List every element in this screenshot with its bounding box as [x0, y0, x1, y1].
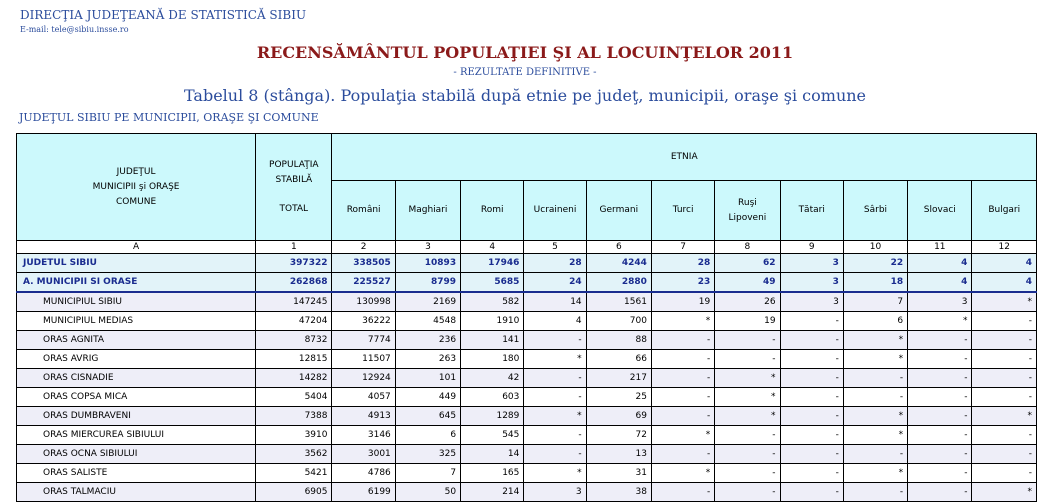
ethnic-count-cell: -	[524, 388, 586, 407]
ethnic-count-cell: -	[780, 369, 843, 388]
ethnic-count-cell: 4548	[395, 312, 460, 331]
ethnic-count-cell: 49	[715, 273, 780, 293]
ethnic-count-cell: 3	[780, 273, 843, 293]
ethnic-count-cell: 8799	[395, 273, 460, 293]
name-column-header	[17, 134, 256, 241]
ethnic-count-cell: -	[972, 388, 1037, 407]
ethnic-count-cell: 7774	[332, 331, 395, 350]
ethnic-count-cell: -	[780, 445, 843, 464]
ethnic-count-cell: -	[972, 350, 1037, 369]
aggregate-row	[17, 254, 1037, 273]
table-row	[17, 369, 1037, 388]
ethnic-count-cell: -	[651, 331, 714, 350]
ethnic-count-cell: -	[908, 388, 972, 407]
total-cell: 47204	[256, 312, 332, 331]
ethnic-count-cell: -	[843, 483, 907, 502]
ethnic-count-cell: 26	[715, 292, 780, 312]
ethnic-count-cell: -	[524, 426, 586, 445]
ethnic-column-header: Ucraineni	[524, 181, 586, 241]
ethnic-count-cell: *	[843, 426, 907, 445]
ethnic-count-cell: 449	[395, 388, 460, 407]
locality-name: ORAS AVRIG	[17, 350, 256, 369]
ethnic-count-cell: 214	[461, 483, 524, 502]
table-row	[17, 388, 1037, 407]
locality-name: JUDETUL SIBIU	[17, 254, 256, 273]
ethnic-count-cell: -	[972, 445, 1037, 464]
name-header-line: MUNICIPII şi ORAŞE	[92, 181, 180, 192]
ethnic-count-cell: 24	[524, 273, 586, 293]
ethnic-count-cell: -	[908, 407, 972, 426]
table-row	[17, 350, 1037, 369]
ethnic-count-cell: 2880	[586, 273, 651, 293]
name-header-line: JUDEŢUL	[116, 166, 156, 177]
ethnic-count-cell: 4913	[332, 407, 395, 426]
ethnic-count-cell: 4	[908, 254, 972, 273]
table-row	[17, 292, 1037, 312]
ethnic-count-cell: 1561	[586, 292, 651, 312]
ethnic-count-cell: 13	[586, 445, 651, 464]
ethnic-count-cell: 4	[908, 273, 972, 293]
column-index: 12	[972, 241, 1037, 254]
ethnic-count-cell: *	[651, 426, 714, 445]
ethnic-count-cell: -	[651, 407, 714, 426]
ethnic-count-cell: -	[715, 445, 780, 464]
ethnic-count-cell: -	[715, 483, 780, 502]
ethnic-count-cell: 18	[843, 273, 907, 293]
ethnic-count-cell: 165	[461, 464, 524, 483]
ethnic-column-header: Turci	[651, 181, 714, 241]
ethnic-count-cell: *	[843, 407, 907, 426]
column-index: 2	[332, 241, 395, 254]
total-cell: 147245	[256, 292, 332, 312]
total-cell: 397322	[256, 254, 332, 273]
column-index: 10	[843, 241, 907, 254]
ethnicity-table	[16, 133, 1037, 502]
column-index: 4	[461, 241, 524, 254]
total-cell: 5404	[256, 388, 332, 407]
total-cell: 14282	[256, 369, 332, 388]
ethnic-count-cell: 12924	[332, 369, 395, 388]
ethnic-count-cell: 42	[461, 369, 524, 388]
ethnic-count-cell: 4	[972, 273, 1037, 293]
organization-name: DIRECŢIA JUDEŢEANĂ DE STATISTICĂ SIBIU	[20, 8, 307, 22]
ethnic-count-cell: 141	[461, 331, 524, 350]
table-row	[17, 483, 1037, 502]
ethnic-count-cell: -	[908, 483, 972, 502]
ethnic-count-cell: 3	[524, 483, 586, 502]
ethnic-count-cell: 582	[461, 292, 524, 312]
ethnic-count-cell: 101	[395, 369, 460, 388]
ethnic-count-cell: 3	[908, 292, 972, 312]
population-column-header	[256, 134, 332, 241]
ethnic-count-cell: -	[524, 369, 586, 388]
ethnic-count-cell: -	[524, 445, 586, 464]
ethnic-column-header: Romi	[461, 181, 524, 241]
ethnic-column-header: Slovaci	[908, 181, 972, 241]
ethnic-count-cell: 7	[395, 464, 460, 483]
section-title: JUDEŢUL SIBIU PE MUNICIPII, ORAŞE ŞI COMUNE	[19, 111, 319, 124]
ethnic-count-cell: -	[908, 331, 972, 350]
total-cell: 3910	[256, 426, 332, 445]
ethnic-count-cell: *	[651, 464, 714, 483]
ethnic-count-cell: -	[715, 350, 780, 369]
locality-name: MUNICIPIUL SIBIU	[17, 292, 256, 312]
ethnic-count-cell: -	[715, 426, 780, 445]
ethnic-column-header: Tătari	[780, 181, 843, 241]
total-cell: 6905	[256, 483, 332, 502]
document-title: RECENSĂMÂNTUL POPULAŢIEI ŞI AL LOCUINŢELOR 2011	[256, 43, 794, 62]
table-row	[17, 331, 1037, 350]
ethnic-column-header: Bulgari	[972, 181, 1037, 241]
locality-name: A. MUNICIPII SI ORASE	[17, 273, 256, 293]
locality-name: ORAS DUMBRAVENI	[17, 407, 256, 426]
ethnic-column-header: Maghiari	[395, 181, 460, 241]
ethnic-count-cell: 6	[843, 312, 907, 331]
total-header: TOTAL	[279, 203, 309, 214]
ethnic-count-cell: -	[908, 426, 972, 445]
ethnic-count-cell: 338505	[332, 254, 395, 273]
ethnic-count-cell: 325	[395, 445, 460, 464]
locality-name: ORAS OCNA SIBIULUI	[17, 445, 256, 464]
total-cell: 12815	[256, 350, 332, 369]
ethnic-count-cell: 19	[651, 292, 714, 312]
ethnic-count-cell: 645	[395, 407, 460, 426]
ethnic-count-cell: 700	[586, 312, 651, 331]
column-index: 8	[715, 241, 780, 254]
ethnic-count-cell: 263	[395, 350, 460, 369]
ethnic-count-cell: -	[972, 312, 1037, 331]
total-cell: 3562	[256, 445, 332, 464]
column-index: 11	[908, 241, 972, 254]
ethnic-count-cell: -	[780, 483, 843, 502]
ethnic-count-cell: 19	[715, 312, 780, 331]
ethnic-count-cell: -	[651, 350, 714, 369]
locality-name: ORAS TALMACIU	[17, 483, 256, 502]
table-row	[17, 445, 1037, 464]
ethnic-count-cell: 1910	[461, 312, 524, 331]
locality-name: MUNICIPIUL MEDIAS	[17, 312, 256, 331]
ethnic-count-cell: 36222	[332, 312, 395, 331]
ethnic-count-cell: 23	[651, 273, 714, 293]
ethnic-count-cell: *	[908, 312, 972, 331]
ethnic-count-cell: 2169	[395, 292, 460, 312]
ethnic-count-cell: 11507	[332, 350, 395, 369]
ethnic-count-cell: *	[715, 369, 780, 388]
locality-name: ORAS AGNITA	[17, 331, 256, 350]
ethnic-count-cell: 69	[586, 407, 651, 426]
total-cell: 5421	[256, 464, 332, 483]
locality-name: ORAS CISNADIE	[17, 369, 256, 388]
column-index: 9	[780, 241, 843, 254]
ethnic-count-cell: -	[780, 350, 843, 369]
ethnic-count-cell: -	[524, 331, 586, 350]
ethnic-count-cell: 217	[586, 369, 651, 388]
total-cell: 8732	[256, 331, 332, 350]
ethnic-count-cell: 22	[843, 254, 907, 273]
ethnic-count-cell: -	[843, 445, 907, 464]
name-header-line: COMUNE	[115, 196, 157, 207]
ethnic-count-cell: 38	[586, 483, 651, 502]
table-row	[17, 407, 1037, 426]
ethnic-count-cell: 3146	[332, 426, 395, 445]
locality-name: ORAS SALISTE	[17, 464, 256, 483]
ethnic-count-cell: 6	[395, 426, 460, 445]
population-header-line: POPULAŢIA	[269, 159, 319, 170]
ethnic-count-cell: 5685	[461, 273, 524, 293]
ethnic-count-cell: -	[972, 464, 1037, 483]
ethnic-count-cell: -	[780, 312, 843, 331]
ethnic-count-cell: 25	[586, 388, 651, 407]
ethnic-count-cell: 4244	[586, 254, 651, 273]
ethnic-count-cell: 1289	[461, 407, 524, 426]
ethnic-count-cell: -	[715, 331, 780, 350]
ethnic-count-cell: -	[908, 350, 972, 369]
column-index: 6	[586, 241, 651, 254]
ethnic-count-cell: -	[908, 369, 972, 388]
etnia-group-header: ETNIA	[332, 134, 1037, 181]
ethnic-count-cell: -	[780, 331, 843, 350]
ethnic-column-header: Sârbi	[843, 181, 907, 241]
ethnic-count-cell: 28	[651, 254, 714, 273]
ethnic-count-cell: 50	[395, 483, 460, 502]
ethnic-count-cell: 4	[972, 254, 1037, 273]
ethnic-count-cell: 180	[461, 350, 524, 369]
ethnic-count-cell: *	[972, 292, 1037, 312]
ethnic-count-cell: *	[524, 464, 586, 483]
table-row	[17, 312, 1037, 331]
table-row	[17, 426, 1037, 445]
ethnic-count-cell: 31	[586, 464, 651, 483]
ethnic-count-cell: -	[972, 369, 1037, 388]
ethnic-count-cell: *	[843, 350, 907, 369]
aggregate-row	[17, 273, 1037, 293]
ethnic-count-cell: -	[651, 483, 714, 502]
table-title: Tabelul 8 (stânga). Populaţia stabilă după etnie pe judeţ, municipii, oraşe şi comune	[183, 86, 867, 105]
ethnic-count-cell: -	[908, 445, 972, 464]
ethnic-count-cell: 6199	[332, 483, 395, 502]
locality-name: ORAS MIERCUREA SIBIULUI	[17, 426, 256, 445]
column-index: 5	[524, 241, 586, 254]
ethnic-count-cell: *	[715, 407, 780, 426]
ethnic-count-cell: *	[972, 407, 1037, 426]
ethnic-count-cell: -	[972, 426, 1037, 445]
ethnic-count-cell: 3001	[332, 445, 395, 464]
column-index: 1	[256, 241, 332, 254]
ethnic-count-cell: 28	[524, 254, 586, 273]
ethnic-column-header: Germani	[586, 181, 651, 241]
ethnic-count-cell: 88	[586, 331, 651, 350]
ethnic-count-cell: 14	[461, 445, 524, 464]
ethnic-count-cell: -	[780, 464, 843, 483]
ethnic-count-cell: 3	[780, 292, 843, 312]
total-cell: 262868	[256, 273, 332, 293]
document-subtitle: - REZULTATE DEFINITIVE -	[453, 67, 597, 78]
column-index: 3	[395, 241, 460, 254]
table-row	[17, 464, 1037, 483]
ethnic-count-cell: 4786	[332, 464, 395, 483]
ethnic-count-cell: 4057	[332, 388, 395, 407]
ethnic-count-cell: 62	[715, 254, 780, 273]
ethnic-count-cell: 72	[586, 426, 651, 445]
ethnic-count-cell: -	[843, 369, 907, 388]
column-index: 7	[651, 241, 714, 254]
ethnic-column-header: Români	[332, 181, 395, 241]
ethnic-count-cell: 66	[586, 350, 651, 369]
ethnic-count-cell: -	[780, 426, 843, 445]
contact-email: E-mail: tele@sibiu.insse.ro	[20, 25, 129, 34]
ethnic-count-cell: *	[843, 464, 907, 483]
ethnic-count-cell: 14	[524, 292, 586, 312]
ethnic-count-cell: *	[651, 312, 714, 331]
total-cell: 7388	[256, 407, 332, 426]
ethnic-count-cell: *	[972, 483, 1037, 502]
ethnic-count-cell: *	[524, 350, 586, 369]
ethnic-count-cell: -	[651, 445, 714, 464]
ethnic-count-cell: 7	[843, 292, 907, 312]
ethnic-count-cell: -	[780, 388, 843, 407]
locality-name: ORAS COPSA MICA	[17, 388, 256, 407]
ethnic-count-cell: -	[780, 407, 843, 426]
ethnic-column-header: Ruşi Lipoveni	[715, 181, 780, 241]
ethnic-count-cell: -	[651, 369, 714, 388]
ethnic-count-cell: 225527	[332, 273, 395, 293]
ethnic-count-cell: 603	[461, 388, 524, 407]
ethnic-count-cell: -	[908, 464, 972, 483]
ethnic-count-cell: 3	[780, 254, 843, 273]
ethnic-count-cell: 4	[524, 312, 586, 331]
column-index: A	[17, 241, 256, 254]
population-header-line: STABILĂ	[275, 174, 313, 185]
ethnic-count-cell: -	[651, 388, 714, 407]
ethnic-count-cell: -	[972, 331, 1037, 350]
ethnic-count-cell: 236	[395, 331, 460, 350]
ethnic-count-cell: -	[843, 388, 907, 407]
ethnic-count-cell: *	[715, 388, 780, 407]
ethnic-count-cell: 17946	[461, 254, 524, 273]
ethnic-count-cell: 10893	[395, 254, 460, 273]
ethnic-count-cell: 130998	[332, 292, 395, 312]
ethnic-count-cell: 545	[461, 426, 524, 445]
ethnic-count-cell: *	[524, 407, 586, 426]
ethnic-count-cell: *	[843, 331, 907, 350]
ethnic-count-cell: -	[715, 464, 780, 483]
